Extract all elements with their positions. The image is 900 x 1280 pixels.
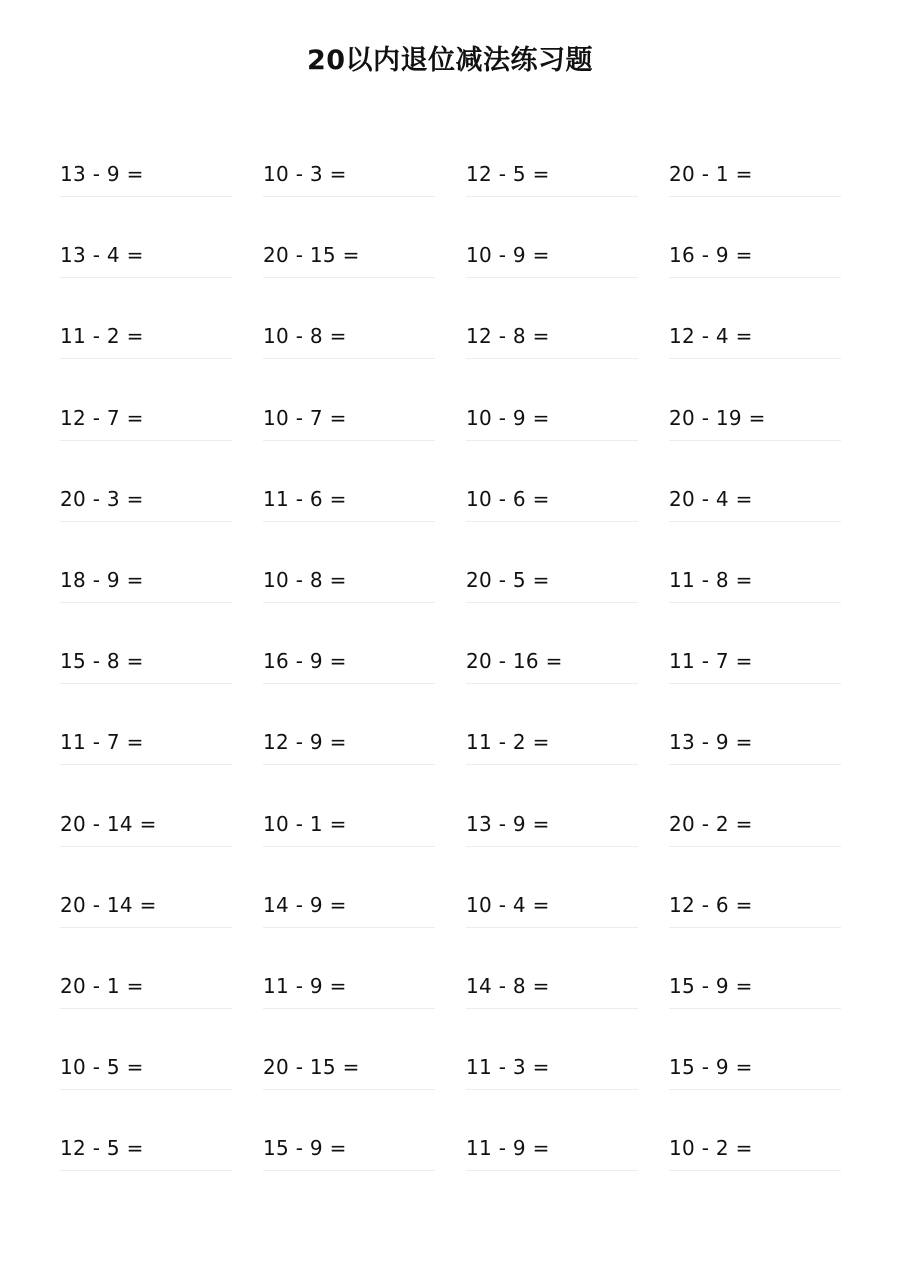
problem-item: [263, 315, 435, 396]
problem-text: 15 - 9 =: [263, 1136, 347, 1161]
problem-text: 20 - 3 =: [60, 486, 144, 511]
answer-line: [263, 1089, 435, 1090]
problem-text: 15 - 9 =: [669, 973, 753, 998]
problem-item: [466, 1127, 638, 1208]
answer-line: [60, 196, 232, 197]
problem-text: 20 - 2 =: [669, 811, 753, 836]
problem-text: 12 - 5 =: [60, 1136, 144, 1161]
answer-line: [60, 440, 232, 441]
problem-item: [60, 1127, 232, 1208]
problem-item: [263, 397, 435, 478]
problem-item: [263, 559, 435, 640]
problem-item: [466, 478, 638, 559]
answer-line: [263, 358, 435, 359]
problem-text: 12 - 6 =: [669, 892, 753, 917]
problem-item: [263, 803, 435, 884]
problem-item: [466, 884, 638, 965]
problem-item: [669, 1046, 841, 1127]
problem-text: 20 - 14 =: [60, 892, 157, 917]
problem-text: 11 - 9 =: [263, 973, 347, 998]
problem-text: 13 - 9 =: [60, 162, 144, 186]
problem-text: 13 - 4 =: [60, 243, 144, 268]
problem-text: 20 - 16 =: [466, 649, 563, 674]
problem-text: 11 - 7 =: [669, 649, 753, 674]
answer-line: [263, 602, 435, 603]
answer-line: [669, 1089, 841, 1090]
answer-line: [466, 1089, 638, 1090]
answer-line: [669, 764, 841, 765]
problem-text: 11 - 7 =: [60, 730, 144, 755]
problem-item: [60, 803, 232, 884]
problem-item: [669, 640, 841, 721]
answer-line: [263, 764, 435, 765]
problem-text: 10 - 6 =: [466, 486, 550, 511]
problem-item: [669, 397, 841, 478]
problem-item: [669, 234, 841, 315]
problem-item: [466, 234, 638, 315]
answer-line: [466, 1008, 638, 1009]
answer-line: [60, 602, 232, 603]
answer-line: [669, 196, 841, 197]
answer-line: [60, 358, 232, 359]
answer-line: [60, 521, 232, 522]
problem-text: 12 - 9 =: [263, 730, 347, 755]
problem-text: 16 - 9 =: [263, 649, 347, 674]
problem-text: 14 - 9 =: [263, 892, 347, 917]
problem-text: 11 - 8 =: [669, 567, 753, 592]
answer-line: [466, 846, 638, 847]
problem-item: [263, 234, 435, 315]
answer-line: [263, 521, 435, 522]
answer-line: [669, 1170, 841, 1171]
problem-text: 11 - 9 =: [466, 1136, 550, 1161]
answer-line: [669, 440, 841, 441]
problem-text: 11 - 3 =: [466, 1055, 550, 1080]
problem-item: [669, 803, 841, 884]
problem-item: [263, 884, 435, 965]
problem-text: 12 - 4 =: [669, 324, 753, 349]
problem-item: [60, 478, 232, 559]
problem-text: 10 - 2 =: [669, 1136, 753, 1161]
answer-line: [669, 927, 841, 928]
problem-text: 10 - 8 =: [263, 567, 347, 592]
answer-line: [263, 1170, 435, 1171]
problem-text: 20 - 14 =: [60, 811, 157, 836]
problem-text: 15 - 8 =: [60, 649, 144, 674]
problem-text: 10 - 1 =: [263, 811, 347, 836]
problem-item: [466, 397, 638, 478]
answer-line: [60, 1008, 232, 1009]
problem-item: [669, 721, 841, 802]
problem-item: [466, 721, 638, 802]
problem-item: [466, 965, 638, 1046]
answer-line: [669, 683, 841, 684]
answer-line: [466, 764, 638, 765]
answer-line: [60, 846, 232, 847]
answer-line: [669, 358, 841, 359]
answer-line: [466, 277, 638, 278]
answer-line: [263, 1008, 435, 1009]
problem-text: 20 - 4 =: [669, 486, 753, 511]
problem-text: 11 - 2 =: [60, 324, 144, 349]
problem-text: 10 - 3 =: [263, 162, 347, 186]
problem-text: 11 - 6 =: [263, 486, 347, 511]
problem-text: 10 - 9 =: [466, 405, 550, 430]
problem-item: [669, 315, 841, 396]
problem-item: [60, 965, 232, 1046]
answer-line: [466, 927, 638, 928]
problem-text: 20 - 1 =: [60, 973, 144, 998]
problem-text: 20 - 19 =: [669, 405, 766, 430]
answer-line: [263, 440, 435, 441]
answer-line: [60, 927, 232, 928]
problem-item: [669, 1127, 841, 1208]
problem-text: 12 - 7 =: [60, 405, 144, 430]
problem-item: [263, 1046, 435, 1127]
problem-text: 15 - 9 =: [669, 1055, 753, 1080]
problem-text: 10 - 9 =: [466, 243, 550, 268]
problem-text: 18 - 9 =: [60, 567, 144, 592]
problem-item: [60, 559, 232, 640]
answer-line: [466, 358, 638, 359]
problem-text: 16 - 9 =: [669, 243, 753, 268]
problem-item: [669, 884, 841, 965]
answer-line: [60, 683, 232, 684]
problem-item: [60, 397, 232, 478]
problem-text: 20 - 5 =: [466, 567, 550, 592]
answer-line: [669, 277, 841, 278]
problem-item: [263, 640, 435, 721]
problem-item: [466, 1046, 638, 1127]
answer-line: [669, 521, 841, 522]
answer-line: [60, 764, 232, 765]
answer-line: [466, 196, 638, 197]
problem-item: [466, 803, 638, 884]
page-title: 20以内退位减法练习题: [306, 45, 594, 76]
answer-line: [263, 927, 435, 928]
problem-item: [669, 478, 841, 559]
problem-text: 13 - 9 =: [669, 730, 753, 755]
problem-text: 20 - 15 =: [263, 243, 360, 268]
problem-item: [669, 965, 841, 1046]
answer-line: [60, 1089, 232, 1090]
answer-line: [466, 1170, 638, 1171]
answer-line: [60, 1170, 232, 1171]
problem-item: [263, 1127, 435, 1208]
problem-text: 10 - 8 =: [263, 324, 347, 349]
problem-item: [669, 153, 841, 234]
answer-line: [263, 196, 435, 197]
problem-item: [60, 315, 232, 396]
problem-item: [466, 640, 638, 721]
answer-line: [669, 1008, 841, 1009]
answer-line: [669, 602, 841, 603]
problem-text: 20 - 15 =: [263, 1055, 360, 1080]
problem-item: [466, 315, 638, 396]
answer-line: [263, 683, 435, 684]
problem-item: [60, 884, 232, 965]
problem-item: [466, 153, 638, 234]
answer-line: [263, 846, 435, 847]
problem-text: 13 - 9 =: [466, 811, 550, 836]
answer-line: [466, 602, 638, 603]
problem-item: [60, 234, 232, 315]
answer-line: [60, 277, 232, 278]
answer-line: [263, 277, 435, 278]
problem-item: [263, 965, 435, 1046]
problem-text: 10 - 5 =: [60, 1055, 144, 1080]
problem-text: 12 - 8 =: [466, 324, 550, 349]
problem-item: [60, 721, 232, 802]
problem-text: 10 - 7 =: [263, 405, 347, 430]
answer-line: [466, 521, 638, 522]
answer-line: [669, 846, 841, 847]
answer-line: [466, 683, 638, 684]
problem-item: [60, 1046, 232, 1127]
problem-item: [263, 721, 435, 802]
problem-text: 12 - 5 =: [466, 162, 550, 186]
problem-grid: [60, 153, 860, 1208]
problem-item: [263, 478, 435, 559]
problem-item: [466, 559, 638, 640]
problem-text: 11 - 2 =: [466, 730, 550, 755]
problem-item: [669, 559, 841, 640]
problem-text: 14 - 8 =: [466, 973, 550, 998]
problem-item: [263, 153, 435, 234]
problem-text: 20 - 1 =: [669, 162, 753, 186]
problem-text: 10 - 4 =: [466, 892, 550, 917]
problem-item: [60, 153, 232, 234]
problem-item: [60, 640, 232, 721]
answer-line: [466, 440, 638, 441]
